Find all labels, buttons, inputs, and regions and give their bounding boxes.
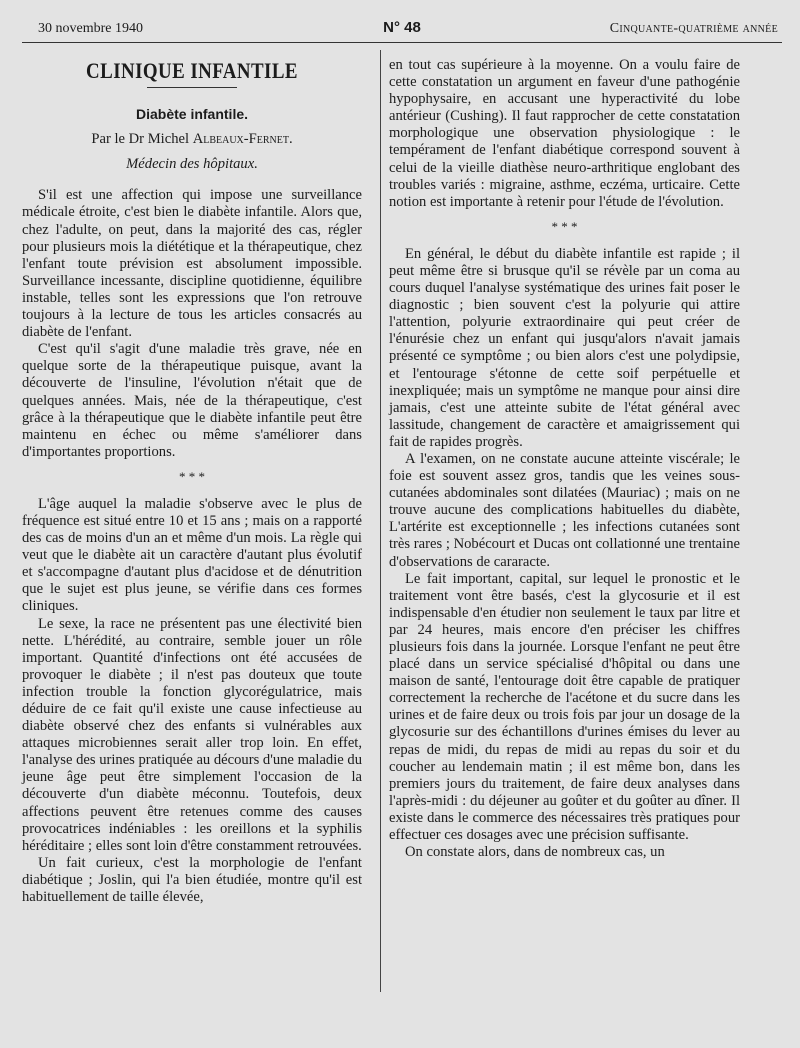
paragraph: Le fait important, capital, sur lequel le pronostic et le traitement vont être basés, c'est la glycosurie et il est indispensable d'en étudier non seulement le taux par litre et par 24 heures, mais encore d'en préciser les chiffres plusieurs fois dans la journée. Lorsque l'enfant ne peut être placé dans un service spécialisé d'hôpital ou dans une maison de santé, l'entourage doit être capable de pratiquer correctement la recherche de l'acétone et du sucre dans les urines et de faire deux ou trois fois par jour un dosage de la glycosurie sur des échantillons d'urines émises du lever au repas de midi, du repas de midi au repas du soir et du coucher au lendemain matin ; il est même bon, dans les premiers jours du traitement, de faire deux analyses dans l'après-midi : du déjeuner au goûter et du goûter au dîner. Il existe dans le commerce des nécessaires très pratiques pour effectuer ces dosages avec une précision suffisante. [389, 570, 740, 844]
page-header [22, 18, 782, 40]
paragraph: A l'examen, on ne constate aucune atteinte viscérale; le foie est souvent assez gros, tandis que les veines sous-cutanées abdominales sont dilatées (Mauriac) ; mais on ne trouve aucune des complications habituelles du diabète, L'artérite est exceptionnelle ; les infections cutanées sont très rares ; Nobécourt et Ducas ont collationné une trentaine d'observations de cararacte. [389, 450, 740, 570]
publication-year: Cinquante-quatrième année [609, 21, 778, 36]
byline [22, 131, 362, 148]
section-title: CLINIQUE INFANTILE [86, 58, 298, 83]
author-name: Albeaux-Fernet. [192, 131, 293, 148]
paragraph: Un fait curieux, c'est la morphologie de l'enfant diabétique ; Joslin, qui l'a bien étudiée, montre qu'il est habituellement de taille élevée, [22, 854, 362, 906]
paragraph: en tout cas supérieure à la moyenne. On a voulu faire de cette constatation un argument en faveur d'une pathogénie hypophysaire, en accusant une hyperactivité du lobe antérieur (Cushing). Il faut rapprocher de cette constatation morphologique une observation physiologique : le tempérament de l'enfant diabétique correspond souvent à celui de la vieille diathèse neuro-arthritique englobant des troubles variés : migraine, asthme, eczéma, urticaire. Cette notion est importante à retenir pour l'étude de l'évolution. [389, 57, 740, 210]
section-separator: * * * [551, 218, 578, 234]
issue-date: 30 novembre 1940 [38, 21, 143, 36]
paragraph: C'est qu'il s'agit d'une maladie très grave, née en quelque sorte de la thérapeutique puisque, avant la découverte de l'insuline, l'évolution n'était que de quelques années. Mais, née de la thérapeutique, c'est grâce à la thérapeutique que le diabète infantile peut être maintenu en échec ou même s'améliorer dans d'importantes proportions. [22, 341, 362, 460]
author-role: Médecin des hôpitaux. [126, 156, 258, 173]
article-subtitle: Diabète infantile. [135, 106, 249, 123]
paragraph: On constate alors, dans de nombreux cas, un [405, 844, 665, 861]
column-divider [380, 50, 381, 992]
section-separator: * * * [179, 468, 205, 484]
header-rule [22, 42, 782, 43]
left-column [22, 52, 362, 906]
paragraph: Le sexe, la race ne présentent pas une électivité bien nette. L'hérédité, au contraire, semble jouer un rôle important. Quantité d'infections ont été accusées de provoquer le diabète ; il n'est pas douteux que toute infection trouble la fonction glycorégulatrice, mais déduire de ce fait qu'il existe une cause infectieuse au diabète observé chez des enfants si vulnérables aux attaques microbiennes serait aller trop loin. En effet, l'analyse des urines pratiquée au décours d'une maladie du jeune âge peut être simplement l'occasion de la découverte d'un diabète méconnu. Toutefois, deux affections peuvent être retenues comme des causes provocatrices indéniables : les oreillons et la syphilis héréditaire ; elles sont loin d'être constamment retrouvées. [22, 615, 362, 854]
right-column [389, 57, 740, 861]
paragraph: S'il est une affection qui impose une surveillance médicale étroite, c'est bien le diabète infantile. Alors que, chez l'adulte, on peut, dans la majorité des cas, régler pour plusieurs mois la diététique et la thérapeutique, chez l'enfant toute prévision est absolument impossible. Surveillance incessante, discipline quotidienne, équilibre instable, telles sont les expressions que l'on retrouve toujours à la lecture de tous les articles consacrés au diabète de l'enfant. [22, 187, 362, 341]
paragraph: En général, le début du diabète infantile est rapide ; il peut même être si brusque qu'il se révèle par un coma au cours duquel l'analyse systématique des urines fait poser le diagnostic ; bien souvent c'est la polyurie qui attire l'attention, polyurie extraordinaire qui peut créer de l'énurésie chez un enfant qui jusqu'alors n'avait jamais présenté ce symptôme ; ou bien alors c'est une polydipsie, et l'entourage s'étonne de cette soif perpétuelle et inexpliquée; mais un symptôme ne manque pour ainsi dire jamais, c'est une atteinte subite de l'état général avec lassitude, changement de caractère et amaigrissement qui fait de rapides progrès. [389, 245, 740, 450]
paragraph: L'âge auquel la maladie s'observe avec le plus de fréquence est situé entre 10 et 15 ans ; mais on a rapporté des cas de moins d'un an et même d'un mois. La règle qui veut que le diabète ait un caractère d'autant plus évolutif et s'accompagne d'autant plus d'acidose et de dénutrition que le sujet est plus jeune, se vérifie dans ces formes cliniques. [22, 495, 362, 615]
byline-prefix: Par le Dr Michel [91, 131, 193, 148]
issue-number: N° 48 [383, 19, 421, 36]
title-rule [147, 87, 237, 88]
